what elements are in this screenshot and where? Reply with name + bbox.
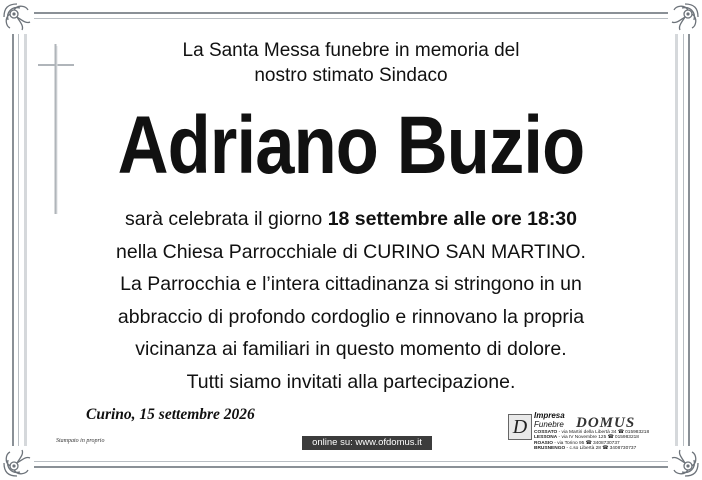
intro-line: nostro stimato Sindaco (254, 65, 448, 86)
printed-note: Stampato in proprio (56, 438, 105, 444)
logo-branches (534, 430, 649, 452)
body-line: Tutti siamo invitati alla partecipazione. (186, 370, 516, 393)
branch-line: ROASIO - via Torino 95 ☎ 3408730737 (534, 440, 620, 446)
deceased-name: Adriano Buzio (117, 100, 585, 191)
floral-corner-ornament-icon (668, 0, 702, 34)
branch-line: LESSONA - via IV Novembre 125 ☎ 015983218 (534, 435, 639, 441)
funeral-home-logo (506, 408, 650, 454)
floral-corner-ornament-icon (0, 446, 34, 480)
branch-line: BRUSNENGO - c.so Libertà 28 ☎ 3408730737 (534, 446, 637, 452)
body-line (0, 203, 702, 236)
body-line: nella Chiesa Parrocchiale di CURINO SAN MARTINO. (116, 240, 586, 263)
logo-mark: D (508, 414, 532, 440)
place-and-date: Curino, 15 settembre 2026 (86, 406, 255, 423)
intro-text (0, 38, 702, 88)
logo-impresa: Impresa (534, 411, 565, 420)
branch-line: COSSATO - via Martiri della Libertà 34 ☎ 015983218 (534, 430, 650, 435)
logo-funebre: Funebre (534, 420, 564, 429)
body-line: vicinanza ai familiari in questo momento di dolore. (135, 338, 567, 360)
logo-brand-name: DOMUS (576, 415, 636, 431)
body-line: abbraccio di profondo cordoglio e rinnovano la propria (117, 305, 585, 328)
intro-line: La Santa Messa funebre in memoria del (182, 40, 520, 61)
mass-date-time: 18 settembre alle ore 18:30 (327, 208, 577, 230)
announcement-body (0, 203, 702, 398)
body-line-text: sarà celebrata il giorno (124, 208, 328, 230)
floral-corner-ornament-icon (668, 446, 702, 480)
website-link[interactable]: online su: www.ofdomus.it (302, 436, 432, 450)
floral-corner-ornament-icon (0, 0, 34, 34)
body-line: La Parrocchia e l’intera cittadinanza si stringono in un (120, 273, 582, 295)
